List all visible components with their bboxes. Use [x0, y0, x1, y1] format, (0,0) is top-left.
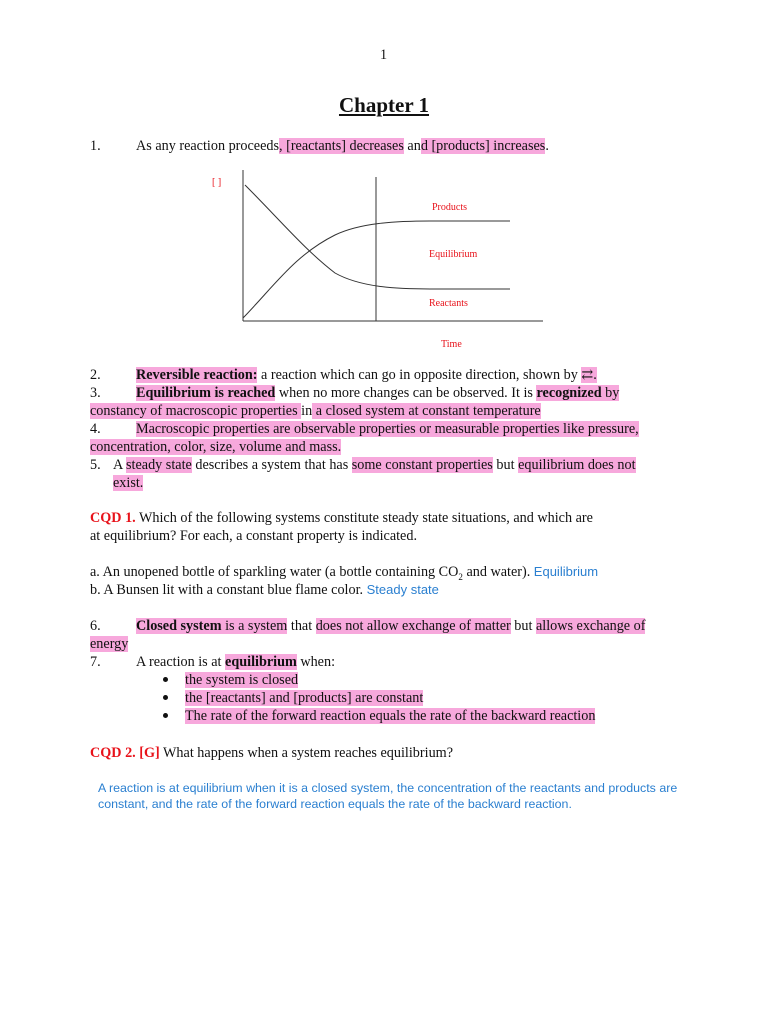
cqd-2-question: CQD 2. [G] What happens when a system reaches equilibrium?: [90, 745, 453, 761]
graph-reactants-label: Reactants: [429, 298, 468, 309]
item-4-line-2: concentration, color, size, volume and mass.: [90, 439, 342, 455]
graph-products-label: Products: [432, 202, 467, 213]
item-3-number: 3.: [90, 385, 101, 401]
item-7-text: A reaction is at equilibrium when:: [136, 654, 336, 670]
item-2-text: Reversible reaction: a reaction which can go in opposite direction, shown by ⇄.: [136, 367, 597, 383]
item-2-number: 2.: [90, 367, 101, 383]
cqd-1-answer-b: Steady state: [366, 582, 439, 597]
item-4-number: 4.: [90, 421, 101, 437]
chapter-title: Chapter 1: [338, 93, 430, 117]
cqd-1-option-b: b. A Bunsen lit with a constant blue flame color. Steady state: [90, 582, 439, 598]
page-number: 1: [380, 47, 388, 63]
item-4-line-1: Macroscopic properties are observable properties or measurable properties like pressure,: [136, 421, 639, 437]
bullet-icon: [163, 677, 168, 682]
item-5-number: 5.: [90, 457, 101, 473]
bullet-icon: [163, 713, 168, 718]
item-3-line-2: constancy of macroscopic properties in a closed system at constant temperature: [90, 403, 541, 419]
graph-y-label: [ ]: [212, 177, 222, 188]
cqd-1-answer-a: Equilibrium: [533, 564, 599, 579]
cqd-2-answer-line-1: A reaction is at equilibrium when it is a closed system, the concentration of the reactants and products are: [98, 781, 678, 795]
item-7-number: 7.: [90, 654, 101, 670]
item-1-text: As any reaction proceeds, [reactants] decreases and [products] increases.: [136, 138, 549, 154]
item-1-number: 1.: [90, 138, 101, 154]
concentration-time-graph: [200, 165, 560, 360]
graph-equilibrium-label: Equilibrium: [429, 249, 478, 260]
item-3-line-1: Equilibrium is reached when no more changes can be observed. It is recognized by: [136, 385, 620, 401]
item-6-line-2: energy: [90, 636, 129, 652]
item-7-bullet-3: The rate of the forward reaction equals the rate of the backward reaction: [185, 708, 596, 724]
item-6-number: 6.: [90, 618, 101, 634]
cqd-1-option-a: a. An unopened bottle of sparkling water (a bottle containing $CO_2$ and water). Equilibrium: [90, 564, 599, 582]
item-7-bullet-2: the [reactants] and [products] are constant: [185, 690, 424, 706]
graph-x-label: Time: [441, 339, 462, 350]
item-5-line-2: exist.: [113, 475, 144, 491]
item-6-line-1: Closed system is a system that does not allow exchange of matter but allows exchange of: [136, 618, 646, 634]
cqd-2-answer-line-2: constant, and the rate of the forward reaction equals the rate of the backward reaction.: [98, 797, 572, 811]
item-7-bullet-1: the system is closed: [185, 672, 299, 688]
cqd-1-line-1: CQD 1. Which of the following systems constitute steady state situations, and which are: [90, 510, 593, 526]
cqd-1-line-2: at equilibrium? For each, a constant property is indicated.: [90, 528, 417, 544]
bullet-icon: [163, 695, 168, 700]
item-5-line-1: A steady state describes a system that has some constant properties but equilibrium does not: [113, 457, 636, 473]
